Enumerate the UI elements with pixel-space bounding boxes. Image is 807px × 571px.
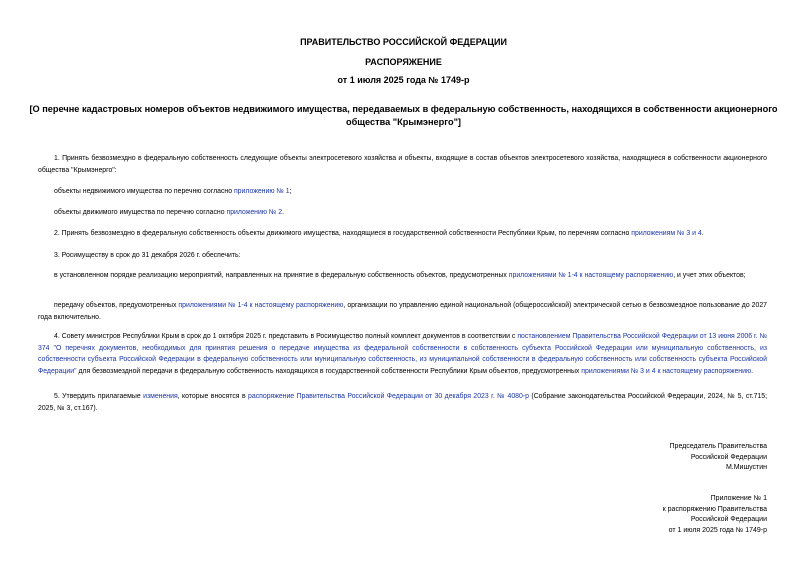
- paragraph-text: .: [701, 230, 704, 237]
- paragraph-2: [38, 228, 767, 240]
- paragraph-1: [38, 153, 767, 176]
- paragraph-3b: [38, 300, 767, 323]
- paragraph-1a: [38, 186, 767, 198]
- paragraph-text: .: [751, 367, 754, 375]
- paragraph-text: 1. Принять безвозмездно в федеральную собственность следующие объекты электросетевого хозяйства и объекты, входящие в состав объектов электросетевого хозяйства, находящиеся в собственности акционерного общества "Крымэнерго":: [38, 155, 767, 174]
- government-heading: ПРАВИТЕЛЬСТВО РОССИЙСКОЙ ФЕДЕРАЦИИ: [300, 37, 507, 47]
- link-order-4080[interactable]: распоряжение Правительства Российской Федерации от 30 декабря 2023 г. № 4080-р: [248, 393, 529, 400]
- signature-name: М.Мишустин: [725, 464, 767, 471]
- appendix-caption: [527, 494, 767, 536]
- paragraph-3a: [38, 270, 767, 282]
- paragraph-4: [38, 331, 767, 377]
- paragraph-5: [38, 391, 767, 414]
- paragraph-1b: [38, 207, 767, 219]
- signature-position: Председатель Правительства: [669, 443, 767, 450]
- appendix-date: от 1 июля 2025 года № 1749-р: [668, 526, 767, 534]
- paragraph-3: [38, 250, 767, 262]
- document-date-number: от 1 июля 2025 года № 1749-р: [337, 75, 470, 85]
- paragraph-text: 5. Утвердить прилагаемые: [54, 393, 144, 400]
- link-amendments[interactable]: изменения: [143, 393, 178, 400]
- paragraph-text: , организации по управлению единой национальной (общероссийской) электрической сетью в безвозмездное пользование до 2027 года включительно.: [38, 302, 767, 321]
- paragraph-text: (Собрание законодательства Российской Федерации, 2024, № 5, ст.715; 2025, № 3, ст.167).: [38, 393, 768, 412]
- paragraph-text: 2. Принять безвозмездно в федеральную собственность объекты движимого имущества, находящиеся в государственной собственности Республики Крым, по перечням согласно: [54, 230, 632, 237]
- paragraph-text: объекты недвижимого имущества по перечню согласно: [54, 188, 234, 195]
- paragraph-text: , и учет этих объектов;: [673, 272, 746, 279]
- paragraph-text: для безвозмездной передачи в федеральную собственность находящихся в государственной собственности Республики Крым объектов, предусмотренных: [76, 367, 582, 375]
- paragraph-text: , которые вносятся в: [177, 393, 249, 400]
- link-appendices-3-4[interactable]: приложениями № 3 и 4 к настоящему распоряжению: [581, 367, 752, 375]
- link-appendices-1-4[interactable]: приложениями № 1-4 к настоящему распоряжению: [178, 302, 344, 309]
- link-appendices-3-4[interactable]: приложениям № 3 и 4: [631, 230, 702, 237]
- document-type: РАСПОРЯЖЕНИЕ: [365, 57, 442, 67]
- link-appendices-1-4[interactable]: приложениями № 1-4 к настоящему распоряжению: [508, 272, 674, 279]
- paragraph-text: 4. Совету министров Республики Крым в срок до 1 октября 2025 г. представить в Росимущество полный комплект документов в соответствии с: [54, 333, 518, 340]
- appendix-ref: к распоряжению Правительства: [662, 505, 767, 513]
- document-title: [О перечне кадастровых номеров объектов недвижимого имущества, передаваемых в федеральную собственность, находящихся в собственности акционерного общества "Крымэнерго"]: [29, 104, 778, 127]
- paragraph-text: 3. Росимуществу в срок до 31 декабря 2026 г. обеспечить:: [54, 252, 241, 259]
- link-appendix-2[interactable]: приложению № 2: [226, 209, 283, 216]
- link-resolution-374[interactable]: постановлением Правительства Российской Федерации от 13 июня 2006 г. № 374 "О перечнях документов, необходимых для принятия решения о передаче имущества из федеральной собственности в собственность субъекта Российской Федерации или муниципальную собственность, из собственности субъекта Российской Федерации в федеральную собственность или муниципальную собственность, из муниципальной собственности в федеральную собственность или собственность субъекта Российской Федерации": [38, 333, 767, 375]
- signature-org: Российской Федерации: [690, 453, 767, 461]
- paragraph-text: в установленном порядке реализацию мероприятий, направленных на принятие в федеральную собственность объектов, предусмотренных: [54, 272, 509, 279]
- link-appendix-1[interactable]: приложению № 1: [233, 188, 290, 195]
- signature-block: [527, 442, 767, 474]
- paragraph-text: ;: [289, 188, 292, 195]
- appendix-org: Российской Федерации: [690, 516, 767, 523]
- paragraph-text: передачу объектов, предусмотренных: [54, 302, 179, 309]
- paragraph-text: объекты движимого имущества по перечню согласно: [54, 209, 227, 216]
- appendix-number: Приложение № 1: [710, 495, 767, 502]
- paragraph-text: .: [282, 209, 284, 216]
